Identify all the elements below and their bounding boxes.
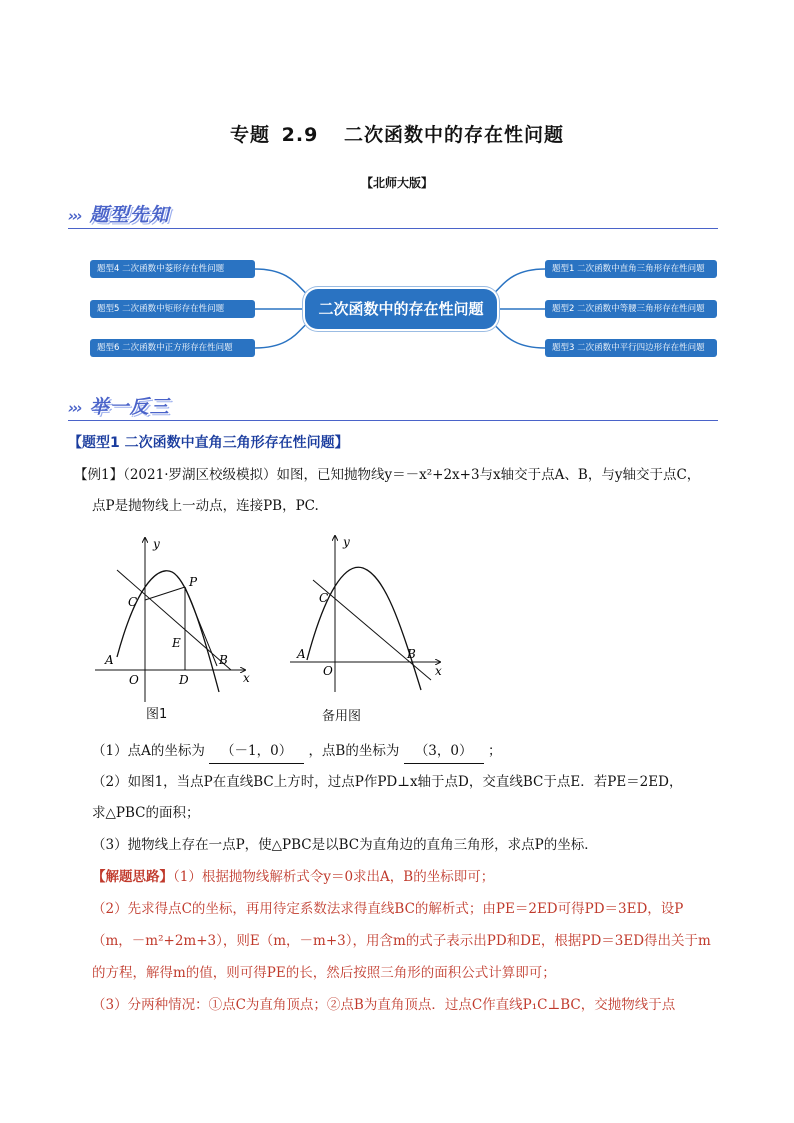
label-x: x: [435, 664, 442, 678]
figure-2-caption: 备用图: [322, 709, 362, 724]
edition-label: 【北师大版】: [360, 176, 433, 190]
banner-arrows-icon: ›››: [68, 207, 81, 225]
label-e: E: [172, 636, 181, 650]
label-x: x: [243, 671, 250, 685]
label-o: O: [323, 664, 333, 678]
solution-step-1: （1）根据抛物线解析式令y＝0求出A，B的坐标即可；: [173, 869, 495, 885]
part-2-line-2: 求△PBC的面积；: [92, 805, 200, 821]
section-banner-examples: [68, 392, 170, 422]
part-1-text-b: ，点B的坐标为: [308, 743, 400, 759]
figure-2: [285, 532, 455, 702]
solution-step-2-line-1: （2）先求得点C的坐标，再用待定系数法求得直线BC的解析式；由PE＝2ED可得PD＝3ED，设P: [92, 901, 684, 917]
segment-pb: [185, 587, 217, 666]
label-c: C: [128, 595, 138, 609]
label-a: A: [297, 647, 306, 661]
label-b: B: [407, 647, 416, 661]
section-divider: [68, 228, 718, 229]
solution-step-2-line-2: （m，－m²+2m+3），则E（m，－m+3），用含m的式子表示出PD和DE，根据PD＝3ED得出关于m: [92, 933, 711, 949]
part-1-text-a: （1）点A的坐标为: [92, 743, 205, 759]
title-prefix: 专题: [230, 124, 271, 146]
mindmap-topic-2: 题型2 二次函数中等腰三角形存在性问题: [545, 300, 717, 318]
solution-heading: 【解题思路】: [92, 869, 173, 885]
section-divider: [68, 420, 718, 421]
solution-step-2-line-3: 的方程，解得m的值，则可得PE的长，然后按照三角形的面积公式计算即可；: [92, 965, 556, 981]
figure-1-caption: 图1: [146, 707, 168, 722]
label-y: y: [153, 537, 160, 551]
page-title: [0, 120, 794, 147]
answer-a-blank: （－1，0）: [209, 739, 304, 764]
figure-1: [95, 532, 265, 702]
label-o: O: [129, 673, 139, 687]
line-bc: [117, 570, 231, 670]
mindmap-topic-3: 题型3 二次函数中平行四边形存在性问题: [545, 339, 717, 357]
mindmap-topic-1: 题型1 二次函数中直角三角形存在性问题: [545, 260, 717, 278]
banner-text: 举一反三: [89, 396, 170, 418]
solution-line-1: [92, 865, 494, 889]
mindmap-topic-4: 题型4 二次函数中菱形存在性问题: [90, 260, 255, 278]
example-line-2: 点P是抛物线上一动点，连接PB，PC.: [92, 498, 319, 514]
title-number: 2.9: [281, 124, 319, 146]
banner-text: 题型先知: [89, 204, 170, 226]
banner-arrows-icon: ›››: [68, 399, 81, 417]
part-1: [92, 739, 501, 764]
label-d: D: [179, 673, 189, 687]
mindmap-topic-5: 题型5 二次函数中矩形存在性问题: [90, 300, 255, 318]
title-text: 二次函数中的存在性问题: [343, 124, 564, 146]
solution-step-3: （3）分两种情况：①点C为直角顶点；②点B为直角顶点．过点C作直线P₁C⊥BC，交抛物线于点: [92, 997, 676, 1013]
mindmap-topic-6: 题型6 二次函数中正方形存在性问题: [90, 339, 255, 357]
part-3: （3）抛物线上存在一点P，使△PBC是以BC为直角边的直角三角形，求点P的坐标．: [92, 837, 598, 853]
label-c: C: [319, 591, 329, 605]
answer-b-blank: （3，0）: [404, 739, 484, 764]
section-banner-overview: [68, 200, 170, 230]
segment-pc: [145, 587, 185, 600]
label-p: P: [189, 575, 198, 589]
part-1-text-c: ；: [487, 743, 502, 759]
label-y: y: [343, 535, 350, 549]
label-b: B: [219, 653, 228, 667]
part-2-line-1: （2）如图1，当点P在直线BC上方时，过点P作PD⊥x轴于点D，交直线BC于点E．若PE＝2ED，: [92, 774, 683, 790]
label-a: A: [105, 653, 114, 667]
question-type-heading: 【题型1 二次函数中直角三角形存在性问题】: [68, 435, 349, 451]
example-line-1: 【例1】（2021·罗湖区校级模拟）如图，已知抛物线y＝－x²+2x+3与x轴交于点A、B，与y轴交于点C，: [74, 467, 701, 483]
mindmap-center: 二次函数中的存在性问题: [305, 289, 497, 329]
